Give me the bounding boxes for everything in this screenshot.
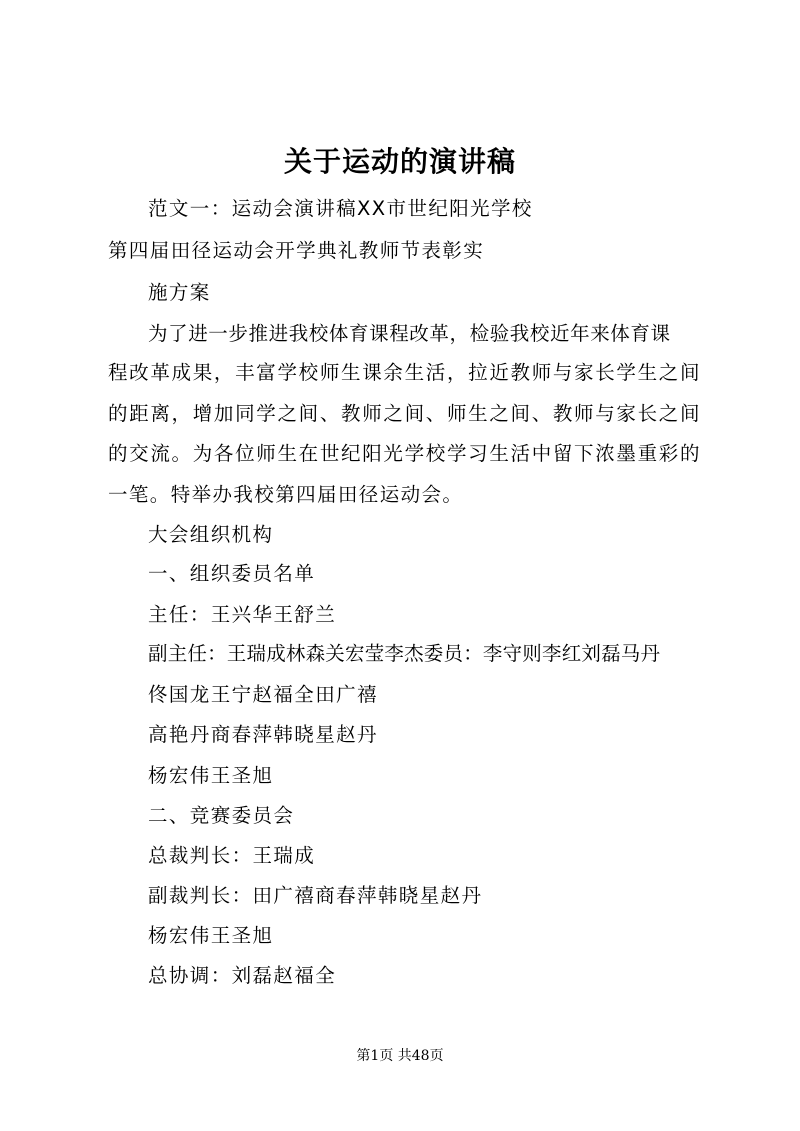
text-line: 程改革成果，丰富学校师生课余生活，拉近教师与家长学生之间	[108, 361, 700, 384]
text-line: 范文一：运动会演讲稿XX市世纪阳光学校	[148, 197, 533, 220]
text-line: 第四届田径运动会开学典礼教师节表彰实	[108, 239, 485, 262]
text-line: 总协调：刘磊赵福全	[148, 964, 337, 987]
text-line: 的距离，增加同学之间、教师之间、师生之间、教师与家长之间	[108, 402, 700, 425]
text-line: 杨宏伟王圣旭	[148, 764, 274, 787]
text-line: 施方案	[148, 281, 211, 304]
text-line: 高艳丹商春萍韩晓星赵丹	[148, 723, 378, 746]
page-footer: 第1页 共48页	[356, 1048, 444, 1064]
text-line: 一、组织委员名单	[148, 562, 316, 585]
text-line: 为了进一步推进我校体育课程改革，检验我校近年来体育课	[148, 322, 671, 345]
text-line: 副主任：王瑞成林森关宏莹李杰委员：李守则李红刘磊马丹	[148, 642, 661, 665]
text-line: 的交流。为各位师生在世纪阳光学校学习生活中留下浓墨重彩的	[108, 442, 700, 465]
text-line: 二、竞赛委员会	[148, 804, 295, 827]
text-line: 大会组织机构	[148, 523, 274, 546]
text-line: 总裁判长：王瑞成	[148, 844, 316, 867]
text-line: 一笔。特举办我校第四届田径运动会。	[108, 483, 464, 506]
text-line: 杨宏伟王圣旭	[148, 924, 274, 947]
text-line: 主任：王兴华王舒兰	[148, 603, 337, 626]
text-line: 佟国龙王宁赵福全田广禧	[148, 683, 378, 706]
text-line: 副裁判长：田广禧商春萍韩晓星赵丹	[148, 884, 483, 907]
page-title: 关于运动的演讲稿	[283, 145, 516, 178]
